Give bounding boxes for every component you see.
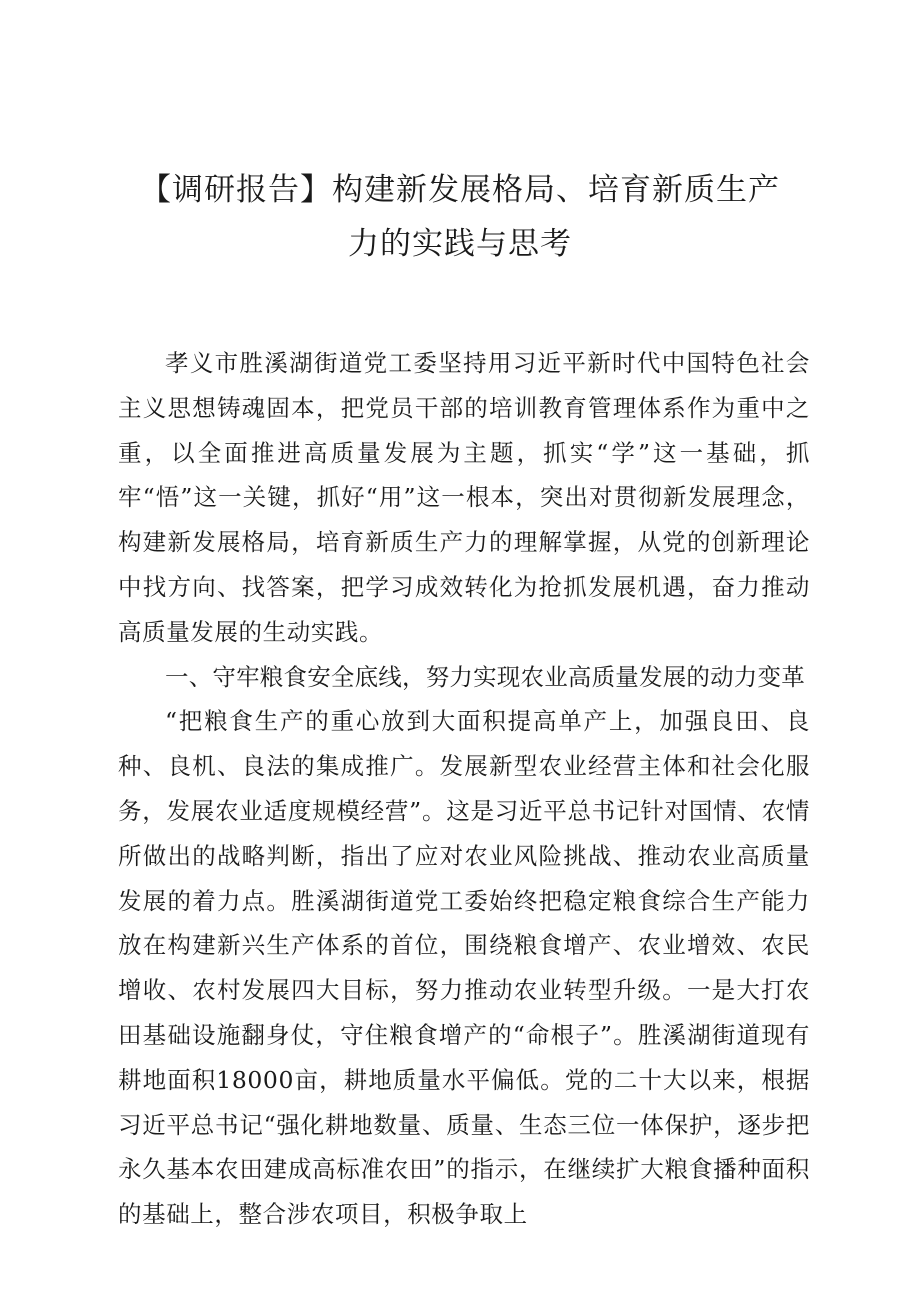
section-1-heading: 一、守牢粮食安全底线，努力实现农业高质量发展的动力变革	[165, 662, 805, 691]
title-line-2: 力的实践与思考	[348, 226, 572, 262]
title-line-1: 【调研报告】构建新发展格局、培育新质生产	[140, 172, 780, 208]
document-body	[118, 341, 810, 1237]
document-title	[110, 163, 810, 271]
intro-paragraph: 孝义市胜溪湖街道党工委坚持用习近平新时代中国特色社会主义思想铸魂固本，把党员干部的培训教育管理体系作为重中之重，以全面推进高质量发展为主题，抓实“学”这一基础，抓牢“悟”这一关键，抓好“用”这一根本，突出对贯彻新发展理念，构建新发展格局，培育新质生产力的理解掌握，从党的创新理论中找方向、找答案，把学习成效转化为抢抓发展机遇，奋力推动高质量发展的生动实践。	[118, 349, 810, 646]
section-1-paragraph: “把粮食生产的重心放到大面积提高单产上，加强良田、良种、良机、良法的集成推广。发展新型农业经营主体和社会化服务，发展农业适度规模经营”。这是习近平总书记针对国情、农情所做出的战略判断，指出了应对农业风险挑战、推动农业高质量发展的着力点。胜溪湖街道党工委始终把稳定粮食综合生产能力放在构建新兴生产体系的首位，围绕粮食增产、农业增效、农民增收、农村发展四大目标，努力推动农业转型升级。一是大打农田基础设施翻身仗，守住粮食增产的“命根子”。胜溪湖街道现有耕地面积18000亩，耕地质量水平偏低。党的二十大以来，根据习近平总书记“强化耕地数量、质量、生态三位一体保护，逐步把永久基本农田建成高标准农田”的指示，在继续扩大粮食播种面积的基础上，整合涉农项目，积极争取上	[118, 707, 810, 1229]
